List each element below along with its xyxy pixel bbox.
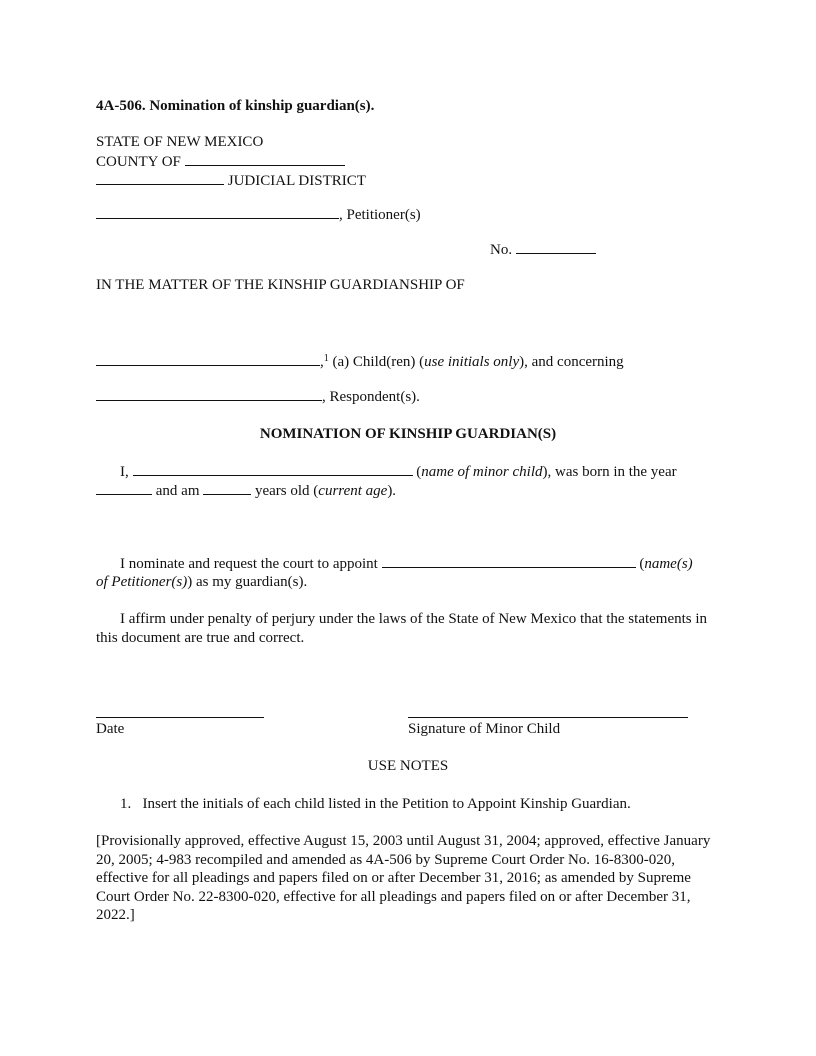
minor-name-blank[interactable] [133, 462, 413, 476]
child-label-italic: use initials only [424, 354, 520, 370]
date-signature-rule[interactable] [96, 717, 264, 718]
child-initials-blank[interactable] [96, 352, 320, 366]
use-note-text: Insert the initials of each child listed in the Petition to Appoint Kinship Guardian. [142, 796, 631, 812]
p1-and-am: and am [155, 483, 200, 499]
paragraph-1-line-2 [96, 481, 396, 500]
district-line [96, 171, 366, 190]
child-signature-rule[interactable] [408, 717, 688, 718]
child-label-end: ), and concerning [519, 354, 624, 370]
child-label: (a) Child(ren) ( [328, 354, 425, 370]
use-note-number: 1. [120, 796, 132, 812]
respondent-label: , Respondent(s). [322, 389, 420, 405]
p1-years-old: years old ( [254, 483, 319, 499]
p1-start: I, [120, 464, 129, 480]
child-line: ,$^1$ (a) Child(ren) (use initials only), and concerning [96, 350, 624, 371]
use-notes-heading: USE NOTES [367, 758, 449, 774]
date-label: Date [96, 721, 125, 737]
guardian-names-blank[interactable] [382, 554, 636, 568]
footnote-mark: 1 [323, 353, 329, 364]
petitioner-blank[interactable] [96, 205, 339, 219]
case-number-label: No. [490, 242, 513, 258]
signature-label: Signature of Minor Child [408, 721, 561, 737]
rule-title: 4A-506. Nomination of kinship guardian(s). [96, 98, 375, 114]
p2-petitioner-italic: of Petitioner(s) [96, 574, 188, 590]
form-heading: NOMINATION OF KINSHIP GUARDIAN(S) [259, 426, 557, 442]
age-blank[interactable] [203, 481, 251, 495]
case-number-blank[interactable] [516, 240, 596, 254]
p1-end: ). [387, 483, 397, 499]
petitioner-line [96, 205, 421, 224]
respondent-line [96, 387, 420, 406]
affirmation-paragraph: I affirm under penalty of perjury under the laws of the State of New Mexico that the statements in this document are true and correct. [96, 611, 708, 646]
p1-born: ), was born in the year [542, 464, 677, 480]
history-note: [Provisionally approved, effective August 15, 2003 until August 31, 2004; approved, effective January 20, 2005; 4-983 recompiled and amended as 4A-506 by Supreme Court Order No. 16-8300-020, effective for all pleadings and papers filed on or after December 31, 2016; as amended by Supreme Court Order No. 22-8300-020, effective for all pleadings and papers filed on or after December 31, 2022.] [96, 833, 711, 923]
birth-year-blank[interactable] [96, 481, 152, 495]
state-line: STATE OF NEW MEXICO [96, 134, 264, 150]
use-note-1 [120, 795, 631, 813]
county-blank[interactable] [185, 152, 345, 166]
case-number-line [490, 240, 596, 259]
county-label: COUNTY OF [96, 154, 181, 170]
p1-current-age: current age [318, 483, 388, 499]
matter-line: IN THE MATTER OF THE KINSHIP GUARDIANSHIP OF [96, 277, 465, 293]
district-blank[interactable] [96, 171, 224, 185]
petitioner-label: , Petitioner(s) [339, 207, 421, 223]
respondent-blank[interactable] [96, 387, 322, 401]
county-line [96, 152, 345, 171]
paragraph-2-line-1: I nominate and request the court to appoint (name(s) [120, 556, 693, 572]
district-label: JUDICIAL DISTRICT [227, 173, 366, 189]
p1-name-italic: name of minor child [421, 464, 543, 480]
paragraph-1-line-1: I, (name of minor child), was born in the year [120, 464, 677, 480]
p2-start: I nominate and request the court to appoint [120, 556, 378, 572]
p2-names-italic: name(s) [644, 556, 693, 572]
paragraph-2-line-2 [96, 573, 307, 591]
p2-end: ) as my guardian(s). [187, 574, 308, 590]
